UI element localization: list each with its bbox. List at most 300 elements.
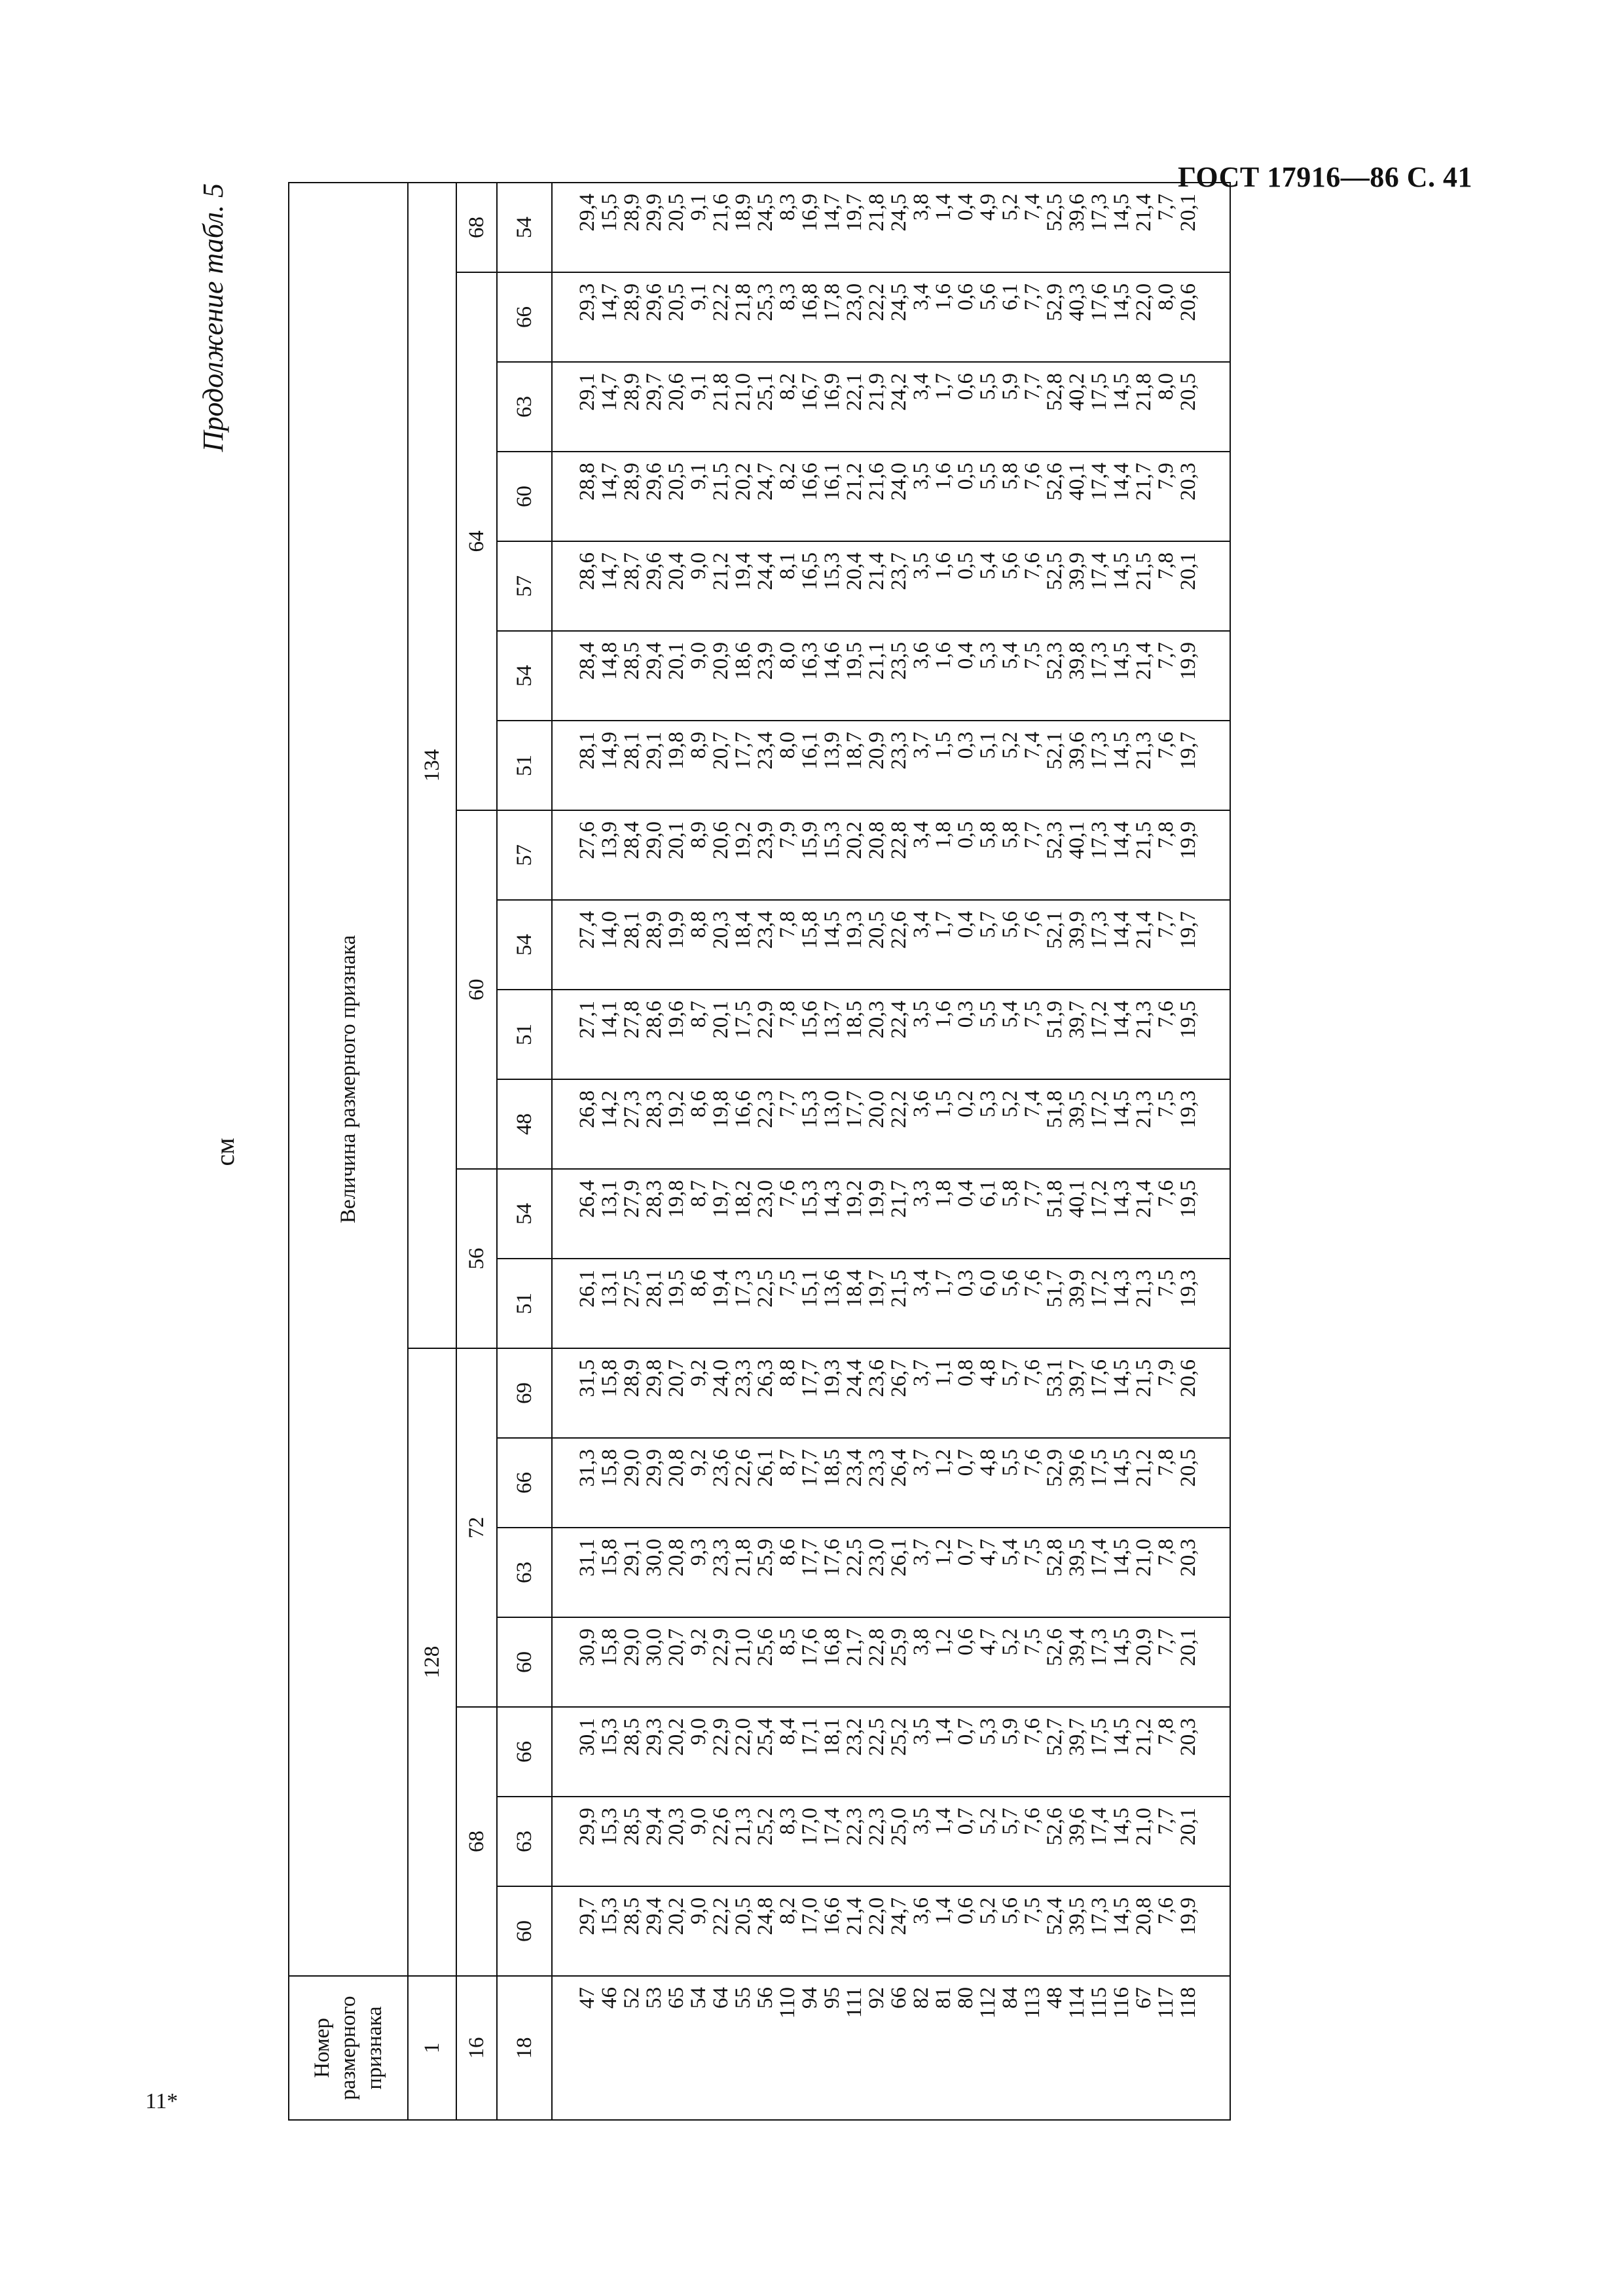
value-cell: 7,7 bbox=[1155, 1797, 1177, 1886]
value-cell: 17,1 bbox=[799, 1707, 821, 1797]
value-cell: 3,8 bbox=[910, 1617, 932, 1707]
value-cell: 17,4 bbox=[1088, 1797, 1110, 1886]
value-cell: 21,7 bbox=[843, 1617, 866, 1707]
value-cell: 20,2 bbox=[732, 452, 754, 541]
feature-number-cell: 95 bbox=[821, 1976, 843, 2120]
value-cell: 29,4 bbox=[552, 183, 598, 272]
value-cell: 5,5 bbox=[977, 990, 999, 1079]
value-cell: 29,6 bbox=[643, 541, 665, 631]
value-cell: 21,5 bbox=[710, 452, 732, 541]
value-cell: 21,8 bbox=[866, 183, 888, 272]
value-cell: 40,1 bbox=[1066, 452, 1088, 541]
value-cell: 18,4 bbox=[843, 1259, 866, 1348]
value-cell: 7,5 bbox=[1021, 1886, 1044, 1976]
table-row bbox=[1110, 183, 1133, 2120]
value-cell: 15,3 bbox=[821, 541, 843, 631]
value-cell: 21,0 bbox=[1133, 1528, 1155, 1617]
value-cell: 18,5 bbox=[843, 990, 866, 1079]
value-cell: 19,4 bbox=[710, 1259, 732, 1348]
feature-number-cell: 64 bbox=[710, 1976, 732, 2120]
value-cell: 19,9 bbox=[1177, 810, 1230, 900]
value-cell: 39,6 bbox=[1066, 1438, 1088, 1528]
value-cell: 17,3 bbox=[1088, 1886, 1110, 1976]
value-cell: 4,7 bbox=[977, 1528, 999, 1617]
value-cell: 21,3 bbox=[1133, 1079, 1155, 1169]
value-cell: 5,1 bbox=[977, 721, 999, 810]
value-cell: 16,9 bbox=[799, 183, 821, 272]
value-cell: 7,6 bbox=[1021, 452, 1044, 541]
value-cell: 20,5 bbox=[1177, 1438, 1230, 1528]
value-cell: 7,6 bbox=[1021, 1438, 1044, 1528]
value-cell: 0,6 bbox=[955, 362, 977, 452]
value-cell: 0,4 bbox=[955, 900, 977, 990]
value-cell: 0,4 bbox=[955, 183, 977, 272]
feature-number-cell: 115 bbox=[1088, 1976, 1110, 2120]
value-cell: 20,5 bbox=[1177, 362, 1230, 452]
value-cell: 30,1 bbox=[552, 1707, 598, 1797]
table-row bbox=[776, 183, 799, 2120]
value-cell: 40,2 bbox=[1066, 362, 1088, 452]
value-cell: 21,5 bbox=[1133, 810, 1155, 900]
feature-1-header: 1 bbox=[408, 1976, 456, 2120]
value-cell: 20,3 bbox=[1177, 452, 1230, 541]
value-cell: 8,7 bbox=[776, 1438, 799, 1528]
value-cell: 5,7 bbox=[999, 1797, 1021, 1886]
value-cell: 22,6 bbox=[732, 1438, 754, 1528]
value-cell: 21,2 bbox=[843, 452, 866, 541]
value-cell: 0,7 bbox=[955, 1707, 977, 1797]
sub-header-cell: 51 bbox=[497, 721, 552, 810]
value-cell: 1,6 bbox=[932, 541, 955, 631]
value-cell: 7,8 bbox=[776, 900, 799, 990]
value-cell: 14,5 bbox=[1110, 1079, 1133, 1169]
value-cell: 22,5 bbox=[843, 1528, 866, 1617]
value-cell: 3,7 bbox=[910, 1438, 932, 1528]
value-cell: 23,2 bbox=[843, 1707, 866, 1797]
value-cell: 1,5 bbox=[932, 721, 955, 810]
table-row bbox=[665, 183, 687, 2120]
value-cell: 5,2 bbox=[999, 721, 1021, 810]
value-cell: 15,3 bbox=[821, 810, 843, 900]
value-cell: 20,8 bbox=[1133, 1886, 1155, 1976]
value-cell: 15,8 bbox=[598, 1528, 621, 1617]
value-cell: 39,9 bbox=[1066, 900, 1088, 990]
value-cell: 19,3 bbox=[1177, 1079, 1230, 1169]
value-cell: 7,8 bbox=[1155, 541, 1177, 631]
value-cell: 39,7 bbox=[1066, 1348, 1088, 1438]
sub-header-cell: 54 bbox=[497, 631, 552, 721]
value-cell: 0,6 bbox=[955, 1617, 977, 1707]
value-cell: 14,0 bbox=[598, 900, 621, 990]
feature-18-header: 18 bbox=[497, 1976, 552, 2120]
value-cell: 29,0 bbox=[621, 1617, 643, 1707]
value-cell: 4,9 bbox=[977, 183, 999, 272]
value-cell: 28,5 bbox=[621, 1886, 643, 1976]
value-cell: 19,7 bbox=[866, 1259, 888, 1348]
value-cell: 26,3 bbox=[754, 1348, 776, 1438]
value-cell: 3,7 bbox=[910, 1348, 932, 1438]
value-cell: 52,5 bbox=[1044, 183, 1066, 272]
value-cell: 15,6 bbox=[799, 990, 821, 1079]
value-cell: 23,0 bbox=[754, 1169, 776, 1259]
value-cell: 20,2 bbox=[665, 1886, 687, 1976]
value-cell: 22,2 bbox=[888, 1079, 910, 1169]
value-cell: 17,2 bbox=[1088, 1259, 1110, 1348]
value-cell: 16,3 bbox=[799, 631, 821, 721]
value-cell: 1,8 bbox=[932, 810, 955, 900]
sub-header-cell: 60 bbox=[497, 1617, 552, 1707]
value-cell: 28,4 bbox=[621, 810, 643, 900]
value-cell: 14,5 bbox=[1110, 1886, 1133, 1976]
unit-label: см bbox=[210, 1138, 240, 1166]
value-cell: 23,3 bbox=[710, 1528, 732, 1617]
value-cell: 22,6 bbox=[710, 1797, 732, 1886]
value-cell: 7,7 bbox=[776, 1079, 799, 1169]
value-cell: 9,3 bbox=[687, 1528, 710, 1617]
value-cell: 20,7 bbox=[665, 1617, 687, 1707]
value-cell: 20,1 bbox=[710, 990, 732, 1079]
value-cell: 29,7 bbox=[552, 1886, 598, 1976]
value-cell: 8,6 bbox=[687, 1079, 710, 1169]
value-cell: 24,0 bbox=[888, 452, 910, 541]
value-cell: 19,9 bbox=[1177, 1886, 1230, 1976]
value-cell: 21,8 bbox=[710, 362, 732, 452]
feature-number-cell: 113 bbox=[1021, 1976, 1044, 2120]
value-cell: 30,0 bbox=[643, 1617, 665, 1707]
value-cell: 1,2 bbox=[932, 1528, 955, 1617]
value-cell: 19,8 bbox=[710, 1079, 732, 1169]
value-cell: 20,3 bbox=[1177, 1707, 1230, 1797]
value-cell: 8,6 bbox=[687, 1259, 710, 1348]
page-number: 11* bbox=[145, 2089, 178, 2113]
subgroup-60-header: 60 bbox=[456, 810, 497, 1169]
value-cell: 29,3 bbox=[552, 272, 598, 362]
value-cell: 21,5 bbox=[1133, 1348, 1155, 1438]
value-cell: 7,5 bbox=[1021, 1528, 1044, 1617]
value-cell: 52,1 bbox=[1044, 900, 1066, 990]
value-cell: 52,6 bbox=[1044, 452, 1066, 541]
value-cell: 31,1 bbox=[552, 1528, 598, 1617]
value-cell: 16,1 bbox=[799, 721, 821, 810]
value-cell: 19,2 bbox=[732, 810, 754, 900]
value-cell: 18,1 bbox=[821, 1707, 843, 1797]
value-cell: 39,7 bbox=[1066, 990, 1088, 1079]
feature-16-header: 16 bbox=[456, 1976, 497, 2120]
value-cell: 1,2 bbox=[932, 1617, 955, 1707]
table-row bbox=[843, 183, 866, 2120]
value-cell: 20,8 bbox=[665, 1528, 687, 1617]
subgroup-72-header: 72 bbox=[456, 1348, 497, 1707]
table-row bbox=[1021, 183, 1044, 2120]
feature-number-cell: 48 bbox=[1044, 1976, 1066, 2120]
value-cell: 19,5 bbox=[1177, 990, 1230, 1079]
value-cell: 29,9 bbox=[643, 183, 665, 272]
feature-number-cell: 52 bbox=[621, 1976, 643, 2120]
value-cell: 29,1 bbox=[552, 362, 598, 452]
value-cell: 20,5 bbox=[866, 900, 888, 990]
value-cell: 22,3 bbox=[843, 1797, 866, 1886]
value-cell: 1,1 bbox=[932, 1348, 955, 1438]
value-cell: 28,1 bbox=[552, 721, 598, 810]
value-cell: 20,8 bbox=[866, 810, 888, 900]
value-cell: 8,2 bbox=[776, 362, 799, 452]
value-cell: 21,4 bbox=[1133, 900, 1155, 990]
value-cell: 14,5 bbox=[1110, 272, 1133, 362]
value-cell: 22,2 bbox=[710, 272, 732, 362]
value-cell: 39,4 bbox=[1066, 1617, 1088, 1707]
value-cell: 5,4 bbox=[977, 541, 999, 631]
value-cell: 7,7 bbox=[1155, 183, 1177, 272]
feature-number-cell: 47 bbox=[552, 1976, 598, 2120]
value-cell: 8,2 bbox=[776, 1886, 799, 1976]
value-cell: 7,7 bbox=[1155, 631, 1177, 721]
value-cell: 8,6 bbox=[776, 1528, 799, 1617]
value-cell: 5,5 bbox=[999, 1438, 1021, 1528]
value-cell: 8,3 bbox=[776, 183, 799, 272]
value-cell: 18,9 bbox=[732, 183, 754, 272]
value-cell: 5,2 bbox=[977, 1797, 999, 1886]
value-cell: 52,6 bbox=[1044, 1617, 1066, 1707]
value-cell: 16,7 bbox=[799, 362, 821, 452]
value-cell: 3,4 bbox=[910, 272, 932, 362]
value-cell: 21,8 bbox=[1133, 362, 1155, 452]
value-cell: 31,3 bbox=[552, 1438, 598, 1528]
value-cell: 18,4 bbox=[732, 900, 754, 990]
value-cell: 14,4 bbox=[1110, 990, 1133, 1079]
value-cell: 22,6 bbox=[888, 900, 910, 990]
value-cell: 28,3 bbox=[643, 1169, 665, 1259]
value-cell: 40,1 bbox=[1066, 1169, 1088, 1259]
value-cell: 53,1 bbox=[1044, 1348, 1066, 1438]
value-cell: 23,7 bbox=[888, 541, 910, 631]
sub-header-cell: 48 bbox=[497, 1079, 552, 1169]
value-cell: 1,4 bbox=[932, 183, 955, 272]
value-cell: 52,9 bbox=[1044, 272, 1066, 362]
value-cell: 15,1 bbox=[799, 1259, 821, 1348]
feature-number-cell: 53 bbox=[643, 1976, 665, 2120]
table-row bbox=[1133, 183, 1155, 2120]
value-cell: 6,1 bbox=[977, 1169, 999, 1259]
subgroup-56-header: 56 bbox=[456, 1169, 497, 1348]
value-cell: 16,9 bbox=[821, 362, 843, 452]
value-cell: 15,3 bbox=[598, 1797, 621, 1886]
value-cell: 3,4 bbox=[910, 810, 932, 900]
value-cell: 28,7 bbox=[621, 541, 643, 631]
value-cell: 3,4 bbox=[910, 900, 932, 990]
value-cell: 30,9 bbox=[552, 1617, 598, 1707]
value-cell: 14,4 bbox=[1110, 900, 1133, 990]
value-cell: 14,5 bbox=[1110, 631, 1133, 721]
value-cell: 21,9 bbox=[866, 362, 888, 452]
value-cell: 5,5 bbox=[977, 452, 999, 541]
value-cell: 14,9 bbox=[598, 721, 621, 810]
value-cell: 9,1 bbox=[687, 183, 710, 272]
value-cell: 22,4 bbox=[888, 990, 910, 1079]
value-cell: 52,7 bbox=[1044, 1707, 1066, 1797]
sub-header-cell: 63 bbox=[497, 1797, 552, 1886]
value-cell: 21,7 bbox=[1133, 452, 1155, 541]
value-cell: 29,0 bbox=[621, 1438, 643, 1528]
value-cell: 7,4 bbox=[1021, 721, 1044, 810]
size-table bbox=[288, 182, 1231, 2121]
value-cell: 22,3 bbox=[866, 1797, 888, 1886]
value-cell: 0,3 bbox=[955, 1259, 977, 1348]
value-cell: 1,7 bbox=[932, 900, 955, 990]
value-cell: 17,5 bbox=[732, 990, 754, 1079]
value-cell: 22,1 bbox=[843, 362, 866, 452]
value-cell: 29,6 bbox=[643, 452, 665, 541]
value-cell: 25,9 bbox=[888, 1617, 910, 1707]
value-cell: 25,4 bbox=[754, 1707, 776, 1797]
value-cell: 5,9 bbox=[999, 362, 1021, 452]
value-cell: 7,9 bbox=[1155, 452, 1177, 541]
rotated-table-block bbox=[196, 183, 1486, 2121]
value-cell: 0,7 bbox=[955, 1528, 977, 1617]
value-cell: 16,8 bbox=[821, 1617, 843, 1707]
value-cell: 27,3 bbox=[621, 1079, 643, 1169]
value-cell: 14,7 bbox=[598, 541, 621, 631]
value-cell: 1,7 bbox=[932, 1259, 955, 1348]
value-cell: 17,6 bbox=[1088, 272, 1110, 362]
value-cell: 7,7 bbox=[1021, 1169, 1044, 1259]
value-cell: 14,5 bbox=[1110, 183, 1133, 272]
value-cell: 3,8 bbox=[910, 183, 932, 272]
value-cell: 39,6 bbox=[1066, 183, 1088, 272]
feature-number-cell: 92 bbox=[866, 1976, 888, 2120]
value-cell: 39,7 bbox=[1066, 1707, 1088, 1797]
value-cell: 25,2 bbox=[888, 1707, 910, 1797]
value-cell: 1,4 bbox=[932, 1707, 955, 1797]
value-cell: 17,3 bbox=[1088, 900, 1110, 990]
value-cell: 5,6 bbox=[999, 541, 1021, 631]
value-cell: 28,3 bbox=[643, 1079, 665, 1169]
value-cell: 39,5 bbox=[1066, 1079, 1088, 1169]
table-row bbox=[932, 183, 955, 2120]
value-cell: 22,5 bbox=[866, 1707, 888, 1797]
value-cell: 19,3 bbox=[1177, 1259, 1230, 1348]
value-cell: 7,5 bbox=[1021, 990, 1044, 1079]
table-row bbox=[1044, 183, 1066, 2120]
value-cell: 3,5 bbox=[910, 452, 932, 541]
value-cell: 5,8 bbox=[977, 810, 999, 900]
value-cell: 13,9 bbox=[598, 810, 621, 900]
value-cell: 51,8 bbox=[1044, 1169, 1066, 1259]
value-cell: 21,4 bbox=[843, 1886, 866, 1976]
subgroup-64-header: 64 bbox=[456, 272, 497, 810]
sub-header-cell: 51 bbox=[497, 1259, 552, 1348]
table-row bbox=[1066, 183, 1088, 2120]
value-cell: 52,1 bbox=[1044, 721, 1066, 810]
value-cell: 20,9 bbox=[710, 631, 732, 721]
value-cell: 3,3 bbox=[910, 1169, 932, 1259]
value-cell: 5,3 bbox=[977, 631, 999, 721]
table-row bbox=[732, 183, 754, 2120]
value-cell: 17,7 bbox=[799, 1528, 821, 1617]
value-cell: 17,5 bbox=[1088, 362, 1110, 452]
value-cell: 26,1 bbox=[552, 1259, 598, 1348]
value-cell: 23,6 bbox=[866, 1348, 888, 1438]
value-cell: 5,4 bbox=[999, 990, 1021, 1079]
value-cell: 9,2 bbox=[687, 1617, 710, 1707]
value-cell: 7,6 bbox=[1021, 541, 1044, 631]
value-cell: 7,6 bbox=[1155, 990, 1177, 1079]
value-cell: 26,4 bbox=[888, 1438, 910, 1528]
value-cell: 18,6 bbox=[732, 631, 754, 721]
value-cell: 19,4 bbox=[732, 541, 754, 631]
value-cell: 15,8 bbox=[598, 1348, 621, 1438]
feature-number-cell: 66 bbox=[888, 1976, 910, 2120]
value-cell: 15,8 bbox=[598, 1438, 621, 1528]
value-cell: 21,0 bbox=[1133, 1797, 1155, 1886]
value-cell: 24,4 bbox=[754, 541, 776, 631]
value-cell: 20,3 bbox=[1177, 1528, 1230, 1617]
value-cell: 5,6 bbox=[977, 272, 999, 362]
table-row bbox=[999, 183, 1021, 2120]
value-cell: 40,3 bbox=[1066, 272, 1088, 362]
value-cell: 7,7 bbox=[1155, 1617, 1177, 1707]
value-cell: 20,4 bbox=[843, 541, 866, 631]
value-cell: 14,5 bbox=[1110, 541, 1133, 631]
value-cell: 26,7 bbox=[888, 1348, 910, 1438]
value-cell: 7,8 bbox=[1155, 1707, 1177, 1797]
value-cell: 3,6 bbox=[910, 1079, 932, 1169]
value-cell: 22,5 bbox=[754, 1259, 776, 1348]
value-cell: 3,7 bbox=[910, 1528, 932, 1617]
value-cell: 24,7 bbox=[754, 452, 776, 541]
value-cell: 13,7 bbox=[821, 990, 843, 1079]
value-cell: 9,1 bbox=[687, 362, 710, 452]
value-cell: 7,5 bbox=[776, 1259, 799, 1348]
value-cell: 16,6 bbox=[732, 1079, 754, 1169]
value-cell: 16,6 bbox=[821, 1886, 843, 1976]
value-cell: 27,4 bbox=[552, 900, 598, 990]
sub-header-cell: 63 bbox=[497, 362, 552, 452]
continuation-label: Продолжение табл. 5 bbox=[197, 183, 229, 452]
feature-number-cell: 46 bbox=[598, 1976, 621, 2120]
value-cell: 27,8 bbox=[621, 990, 643, 1079]
value-cell: 28,9 bbox=[621, 362, 643, 452]
value-cell: 23,4 bbox=[754, 900, 776, 990]
value-cell: 7,4 bbox=[1021, 183, 1044, 272]
value-cell: 21,8 bbox=[732, 1528, 754, 1617]
feature-number-cell: 56 bbox=[754, 1976, 776, 2120]
subgroup-68b-header: 68 bbox=[456, 183, 497, 272]
sub-header-cell: 57 bbox=[497, 810, 552, 900]
value-cell: 15,3 bbox=[598, 1707, 621, 1797]
value-cell: 4,7 bbox=[977, 1617, 999, 1707]
value-cell: 15,9 bbox=[799, 810, 821, 900]
feature-number-cell: 54 bbox=[687, 1976, 710, 2120]
value-cell: 7,8 bbox=[1155, 810, 1177, 900]
value-cell: 5,4 bbox=[999, 1528, 1021, 1617]
value-cell: 5,7 bbox=[977, 900, 999, 990]
value-cell: 20,6 bbox=[710, 810, 732, 900]
group-128-header: 128 bbox=[408, 1348, 456, 1976]
value-cell: 8,8 bbox=[776, 1348, 799, 1438]
value-cell: 19,8 bbox=[665, 1169, 687, 1259]
value-cell: 20,3 bbox=[866, 990, 888, 1079]
value-cell: 21,6 bbox=[866, 452, 888, 541]
value-cell: 7,8 bbox=[1155, 1528, 1177, 1617]
value-cell: 20,4 bbox=[665, 541, 687, 631]
value-cell: 19,3 bbox=[843, 900, 866, 990]
value-cell: 23,4 bbox=[754, 721, 776, 810]
value-cell: 17,5 bbox=[1088, 1707, 1110, 1797]
value-cell: 29,1 bbox=[643, 721, 665, 810]
value-cell: 20,1 bbox=[665, 810, 687, 900]
value-cell: 19,9 bbox=[866, 1169, 888, 1259]
value-cell: 13,1 bbox=[598, 1259, 621, 1348]
